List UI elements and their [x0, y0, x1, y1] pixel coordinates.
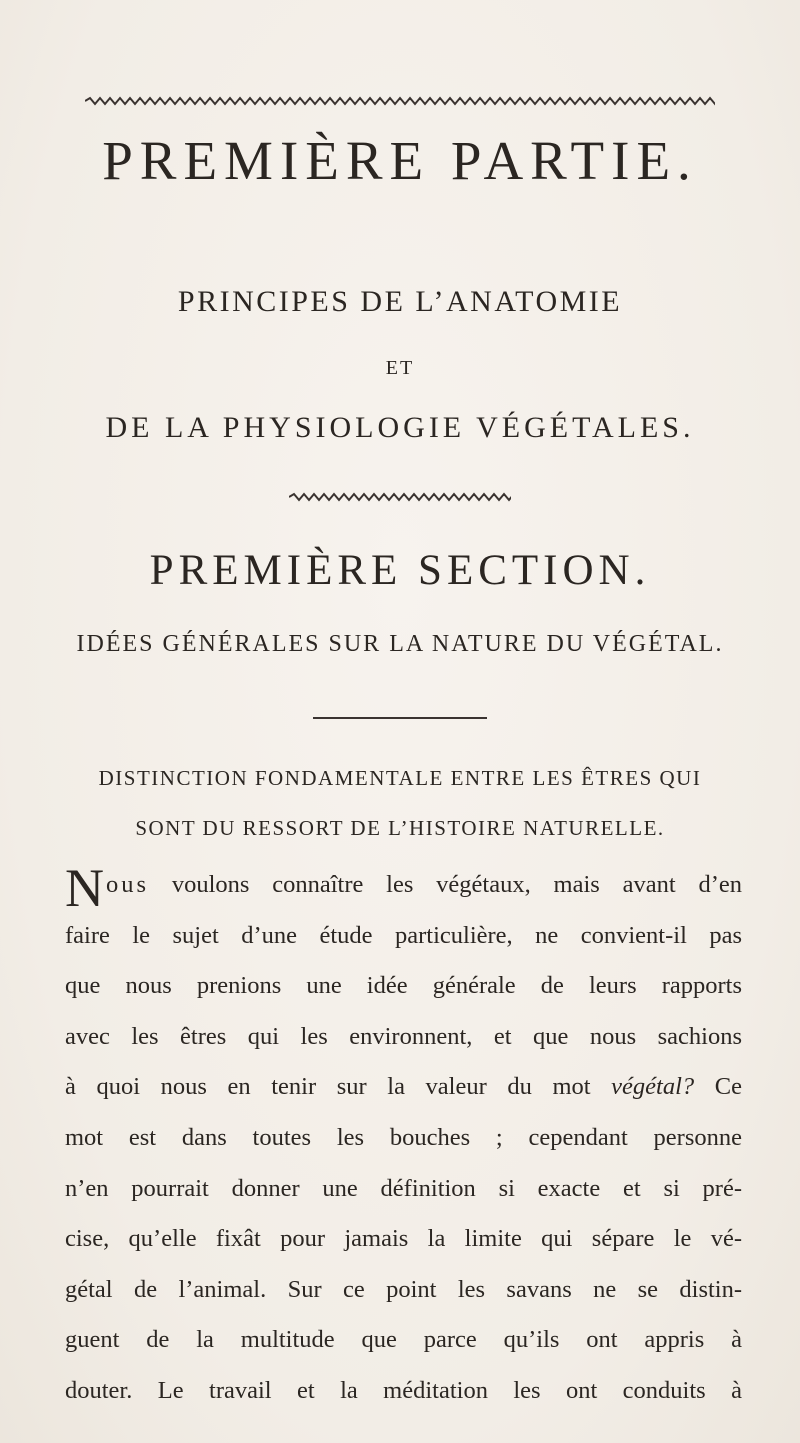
body-line-10: guent de la multitude que parce qu’ils ont appris à — [65, 1326, 742, 1354]
chapter-heading-line-2: SONT DU RESSORT DE L’HISTOIRE NATURELLE. — [135, 816, 665, 840]
body-line-2: faire le sujet d’une étude particulière, ne convient-il pas — [65, 921, 742, 949]
body-line-1 — [65, 858, 742, 918]
part-title: PREMIÈRE PARTIE. — [102, 130, 698, 191]
section-subtitle: IDÉES GÉNÉRALES SUR LA NATURE DU VÉGÉTAL. — [76, 631, 724, 657]
body-text — [65, 860, 742, 1417]
body-line-3: que nous prenions une idée générale de leurs rapports — [65, 972, 742, 1000]
drop-cap: N — [65, 858, 104, 918]
body-line-8: cise, qu’elle fixât pour jamais la limite qui sépare le vé- — [65, 1225, 742, 1253]
body-line-11: douter. Le travail et la méditation les ont conduits à — [65, 1376, 742, 1404]
body-line-6: mot est dans toutes les bouches ; cependant personne — [65, 1123, 742, 1151]
italic-word: végétal? — [611, 1073, 695, 1101]
top-ornament-rule — [85, 96, 715, 106]
first-word-rest: ous — [106, 871, 150, 898]
body-line-5 — [65, 1062, 742, 1113]
subtitle-line-1: PRINCIPES DE L’ANATOMIE — [177, 285, 623, 318]
body-line-9: gétal de l’animal. Sur ce point les savans ne se distin- — [65, 1275, 742, 1303]
chapter-heading-line-1: DISTINCTION FONDAMENTALE ENTRE LES ÊTRES QUI — [98, 766, 702, 790]
divider-rule — [313, 717, 487, 719]
subtitle-line-2: DE LA PHYSIOLOGIE VÉGÉTALES. — [105, 411, 695, 444]
section-ornament-rule — [289, 492, 511, 502]
section-title: PREMIÈRE SECTION. — [149, 547, 651, 594]
body-line-7: n’en pourrait donner une définition si exacte et si pré- — [65, 1174, 742, 1202]
body-line-4: avec les êtres qui les environnent, et que nous sachions — [65, 1022, 742, 1050]
body-line-5-tail: Ce — [694, 1073, 742, 1101]
subtitle-conjunction: ET — [385, 357, 415, 379]
body-line-1-text: voulons connaître les végétaux, mais avant d’en — [149, 871, 742, 898]
body-line-5-text: à quoi nous en tenir sur la valeur du mot — [65, 1073, 612, 1101]
